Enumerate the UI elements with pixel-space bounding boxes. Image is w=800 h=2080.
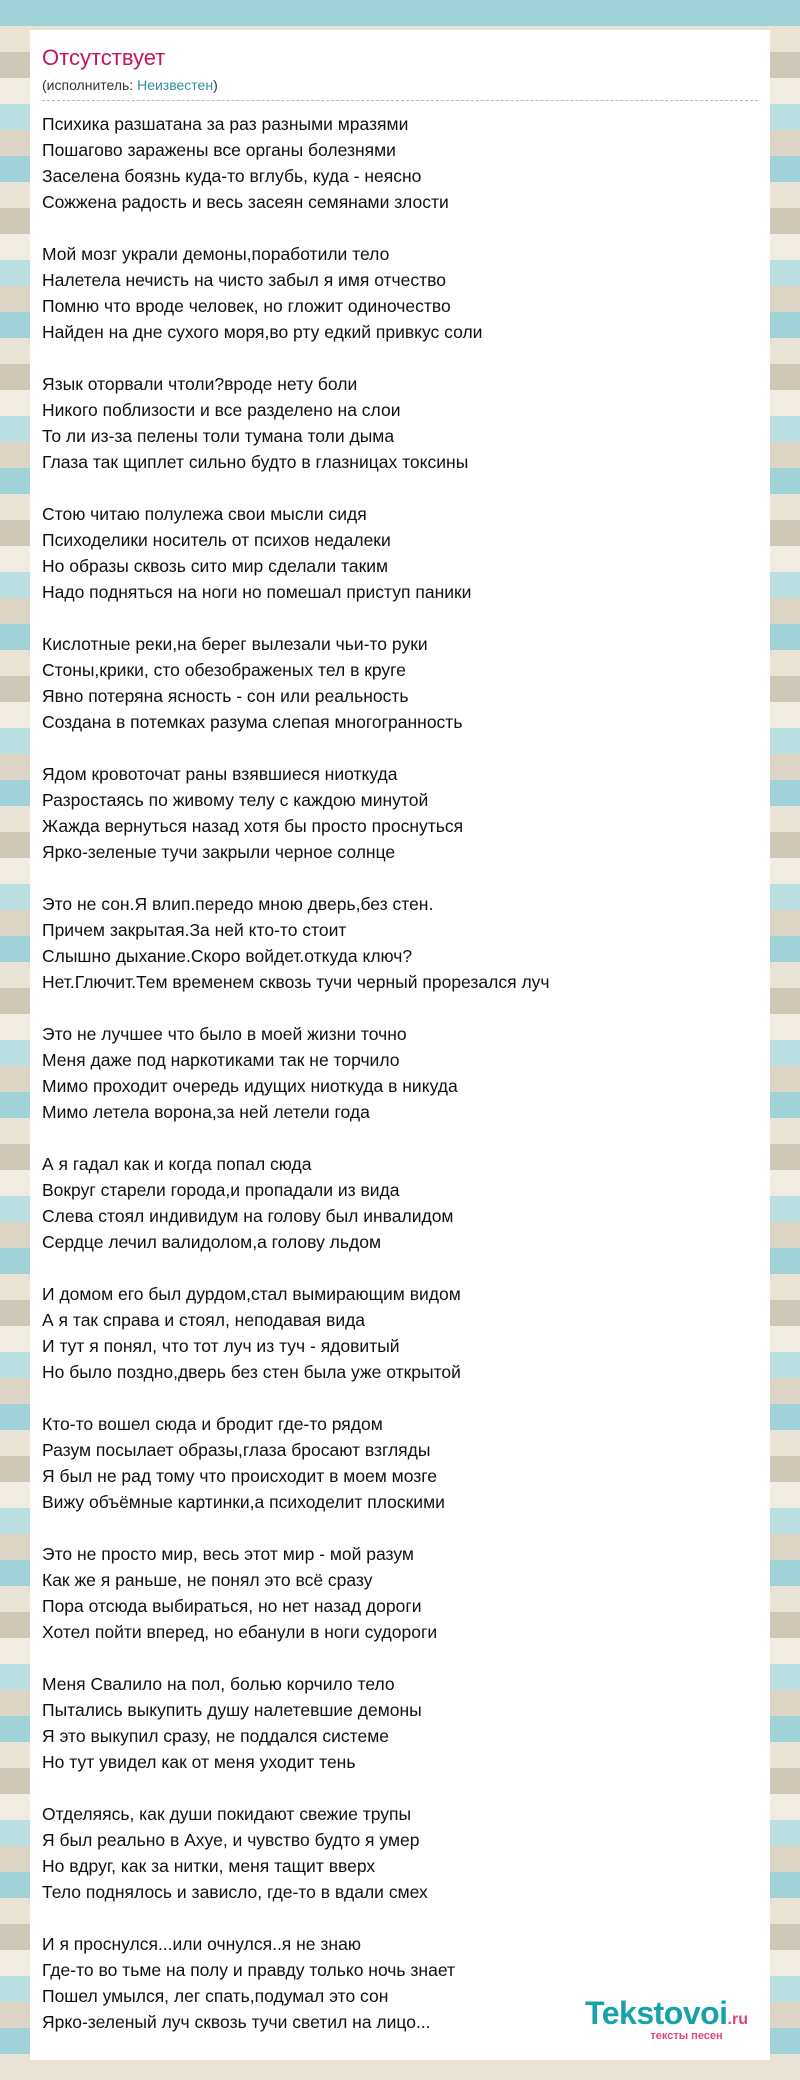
lyrics-line: Отделяясь, как души покидают свежие трупы [42,1804,412,1824]
lyrics-line: Явно потеряна ясность - сон или реальность [42,686,409,706]
performer-suffix: ) [213,77,218,93]
lyrics-line: Как же я раньше, не понял это всё сразу [42,1570,373,1590]
logo-tagline: тексты песен [650,2030,723,2042]
lyrics-stanza [42,631,758,735]
lyrics-line: Язык оторвали чтоли?вроде нету боли [42,374,358,394]
lyrics-line: Но вдруг, как за нитки, меня тащит вверх [42,1856,376,1876]
lyrics-line: Пытались выкупить душу налетевшие демоны [42,1700,422,1720]
lyrics-stanza [42,1411,758,1515]
lyrics-line: Хотел пойти вперед, но ебанули в ноги судороги [42,1622,438,1642]
lyrics-line: А я так справа и стоял, неподавая вида [42,1310,366,1330]
lyrics-line: Меня даже под наркотиками так не торчило [42,1050,400,1070]
lyrics-line: Но тут увидел как от меня уходит тень [42,1752,356,1772]
site-logo[interactable] [585,1996,748,2042]
lyrics-line: Где-то во тьме на полу и правду только ночь знает [42,1960,455,1980]
lyrics-line: Стою читаю полулежа свои мысли сидя [42,504,367,524]
lyrics-stanza [42,1801,758,1905]
lyrics-line: Разум посылает образы,глаза бросают взгляды [42,1440,431,1460]
lyrics-line: Я был не рад тому что происходит в моем мозге [42,1466,437,1486]
lyrics-line: И домом его был дурдом,стал вымирающим видом [42,1284,461,1304]
lyrics-line: Психика разшатана за раз разными мразями [42,114,409,134]
lyrics-stanza [42,371,758,475]
lyrics-line: И тут я понял, что тот луч из туч - ядовитый [42,1336,400,1356]
lyrics-line: И я проснулся...или очнулся..я не знаю [42,1934,361,1954]
lyrics-line: Налетела нечисть на чисто забыл я имя отчество [42,270,447,290]
lyrics-line: Слева стоял индивидум на голову был инвалидом [42,1206,454,1226]
lyrics-stanza [42,1541,758,1645]
lyrics-card [30,30,770,2060]
lyrics-stanza [42,111,758,215]
lyrics-line: Я это выкупил сразу, не поддался системе [42,1726,389,1746]
lyrics-line: Найден на дне сухого моря,во рту едкий привкус соли [42,322,483,342]
lyrics-stanza [42,891,758,995]
lyrics-stanza [42,501,758,605]
performer-line [42,76,758,101]
lyrics-line: Никого поблизости и все разделено на слои [42,400,401,420]
lyrics-line: Надо подняться на ноги но помешал приступ паники [42,582,472,602]
lyrics-line: Сердце лечил валидолом,а голову льдом [42,1232,381,1252]
lyrics-line: Но было поздно,дверь без стен была уже открытой [42,1362,461,1382]
lyrics-stanza [42,761,758,865]
lyrics-line: Пошагово заражены все органы болезнями [42,140,396,160]
song-title: Отсутствует [42,45,166,70]
lyrics-line: Это не просто мир, весь этот мир - мой разум [42,1544,414,1564]
lyrics-line: Кто-то вошел сюда и бродит где-то рядом [42,1414,383,1434]
lyrics-line: Пошел умылся, лег спать,подумал это сон [42,1986,389,2006]
lyrics-line: Меня Свалило на пол, болью корчило тело [42,1674,395,1694]
lyrics-line: Слышно дыхание.Скоро войдет.откуда ключ? [42,946,413,966]
lyrics-line: Заселена боязнь куда-то вглубь, куда - неясно [42,166,422,186]
lyrics-line: Я был реально в Ахуе, и чувство будто я умер [42,1830,420,1850]
lyrics-line: Вижу объёмные картинки,а психоделит плоскими [42,1492,445,1512]
lyrics-line: То ли из-за пелены толи тумана толи дыма [42,426,395,446]
lyrics-line: Глаза так щиплет сильно будто в глазницах токсины [42,452,469,472]
lyrics-line: Это не лучшее что было в моей жизни точно [42,1024,407,1044]
lyrics-stanza [42,241,758,345]
lyrics-line: Психоделики носитель от психов недалеки [42,530,391,550]
lyrics-line: Тело поднялось и зависло, где-то в вдали смех [42,1882,428,1902]
lyrics-line: Это не сон.Я влип.передо мною дверь,без стен. [42,894,434,914]
lyrics-line: Создана в потемках разума слепая многогранность [42,712,463,732]
lyrics-line: Мимо проходит очередь идущих ниоткуда в никуда [42,1076,458,1096]
lyrics-line: Причем закрытая.За ней кто-то стоит [42,920,347,940]
performer-prefix: (исполнитель: [42,77,138,93]
lyrics-line: Разростаясь по живому телу с каждою минутой [42,790,429,810]
lyrics-line: А я гадал как и когда попал сюда [42,1154,312,1174]
lyrics-stanza [42,1281,758,1385]
lyrics-line: Стоны,крики, сто обезображеных тел в круге [42,660,406,680]
lyrics-line: Жажда вернуться назад хотя бы просто проснуться [42,816,464,836]
lyrics-line: Ярко-зеленый луч сквозь тучи светил на лицо... [42,2012,431,2032]
performer-link[interactable]: Неизвестен [137,77,214,93]
lyrics-line: Ярко-зеленые тучи закрыли черное солнце [42,842,396,862]
logo-main-text: Tekstovoi [585,1995,728,2031]
lyrics-line: Вокруг старели города,и пропадали из вида [42,1180,400,1200]
lyrics-line: Сожжена радость и весь засеян семянами злости [42,192,449,212]
lyrics-stanza [42,1021,758,1125]
lyrics-stanza [42,1671,758,1775]
lyrics-line: Кислотные реки,на берег вылезали чьи-то руки [42,634,428,654]
lyrics-line: Но образы сквозь сито мир сделали таким [42,556,389,576]
lyrics-line: Ядом кровоточат раны взявшиеся ниоткуда [42,764,398,784]
logo-tld: .ru [727,2011,748,2028]
lyrics-line: Пора отсюда выбираться, но нет назад дороги [42,1596,422,1616]
lyrics-stanza [42,1151,758,1255]
lyrics-line: Мой мозг украли демоны,поработили тело [42,244,390,264]
lyrics-line: Нет.Глючит.Тем временем сквозь тучи черный прорезался луч [42,972,550,992]
lyrics-line: Помню что вроде человек, но гложит одиночество [42,296,451,316]
lyrics-line: Мимо летела ворона,за ней летели года [42,1102,370,1122]
lyrics-body [42,111,758,2035]
